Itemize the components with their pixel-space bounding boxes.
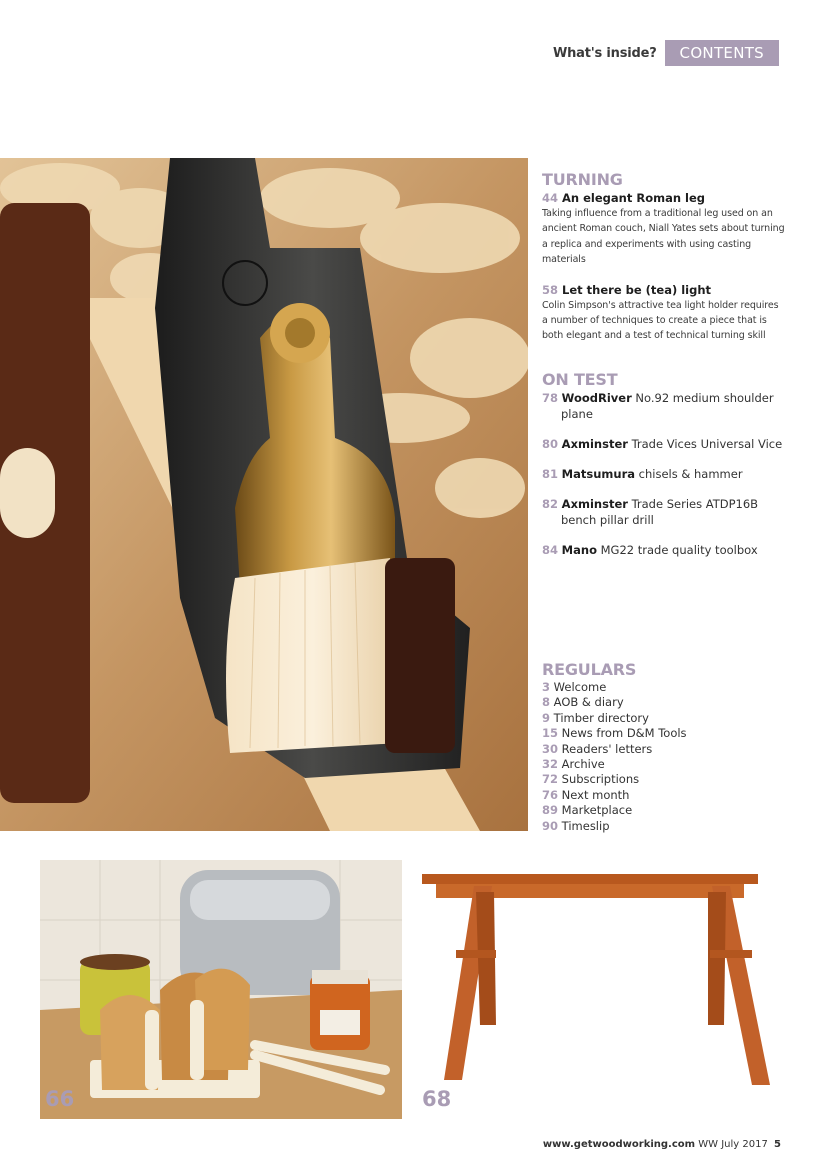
page-number: 9 [542,710,551,725]
page-number: 15 [542,726,559,741]
brand-name: Axminster [561,497,628,511]
test-item[interactable] [542,466,787,482]
brand-name: WoodRiver [561,391,632,405]
thumb-page-number: 68 [422,1087,452,1111]
regular-label: Subscriptions [561,772,640,787]
regular-label: Readers' letters [561,741,653,756]
article-title-text: An elegant Roman leg [562,191,706,205]
regular-label: Welcome [553,680,607,694]
page-number: 58 [542,282,559,297]
page-number: 76 [542,787,559,802]
article-entry[interactable] [542,190,787,268]
issue-label: WW July 2017 [698,1139,768,1150]
page-number: 3 [542,680,551,694]
regular-label: News from D&M Tools [561,726,687,741]
item-text: MG22 trade quality toolbox [596,543,758,557]
contents-tag: CONTENTS [665,40,779,66]
page-number: 30 [542,741,559,756]
regular-item[interactable] [542,711,787,726]
section-title-turning: TURNING [542,170,623,189]
thumb-toast-rack[interactable] [40,860,402,1119]
test-item[interactable] [542,436,787,452]
test-item[interactable] [542,390,787,422]
page-number: 80 [542,437,559,451]
thumb-page-number: 66 [45,1087,75,1111]
regular-item[interactable] [542,757,787,772]
page-number-footer: 5 [774,1139,781,1150]
toast-rack-illustration [40,860,402,1119]
page-number: 44 [542,191,559,205]
regular-label: Archive [561,757,605,772]
page-header [553,40,779,66]
page-number: 8 [542,695,551,710]
regular-item[interactable] [542,788,787,803]
regular-item[interactable] [542,742,787,757]
section-turning [542,170,787,358]
regular-item[interactable] [542,695,787,710]
regular-item[interactable] [542,803,787,818]
section-on-test [542,370,787,572]
item-text: Trade Vices Universal Vice [627,437,783,451]
page-number: 78 [542,391,559,405]
main-photo-plane [0,158,528,831]
article-title[interactable] [542,190,787,206]
article-entry[interactable] [542,282,787,344]
page-number: 82 [542,497,559,511]
page-number: 32 [542,757,559,772]
article-title[interactable] [542,282,787,298]
website-url[interactable]: www.getwoodworking.com [542,1139,696,1150]
brand-name: Matsumura [561,467,636,481]
thumb-bench[interactable] [414,860,787,1119]
header-label: What's inside? [552,45,657,61]
test-item[interactable] [542,496,787,528]
test-item[interactable] [542,542,787,558]
regular-label: Timber directory [553,710,649,725]
section-title-on-test: ON TEST [542,370,618,389]
regular-item[interactable] [542,772,787,787]
regular-label: Marketplace [561,803,633,818]
brand-name: Axminster [561,437,628,451]
article-description: Colin Simpson's attractive tea light holder requires a number of techniques to create a piece that is both elegant and a test of technical turning skill [542,299,779,342]
article-title-text: Let there be (tea) light [562,282,712,297]
item-text: No.92 medium shoulder plane [561,391,774,421]
regular-label: Next month [561,787,630,802]
page-number: 84 [542,543,559,557]
regular-item[interactable] [542,819,787,834]
regular-label: Timeslip [561,818,610,833]
page-number: 90 [542,818,559,833]
regular-item[interactable] [542,726,787,741]
section-regulars [542,660,787,834]
regular-item[interactable] [542,680,787,695]
item-text: Trade Series ATDP16B bench pillar drill [561,497,759,527]
article-description: Taking influence from a traditional leg used on an ancient Roman couch, Niall Yates sets about turning a replica and experiments with using casting materials [542,208,785,266]
page-number: 72 [542,772,559,787]
regular-label: AOB & diary [553,695,624,710]
item-text: chisels & hammer [635,467,743,481]
brand-name: Mano [561,543,597,557]
page-number: 81 [542,467,559,481]
section-title-regulars: REGULARS [542,660,637,679]
page-number: 89 [542,803,559,818]
bench-illustration [414,860,787,1119]
plane-illustration [0,158,528,831]
page-footer [543,1139,781,1150]
